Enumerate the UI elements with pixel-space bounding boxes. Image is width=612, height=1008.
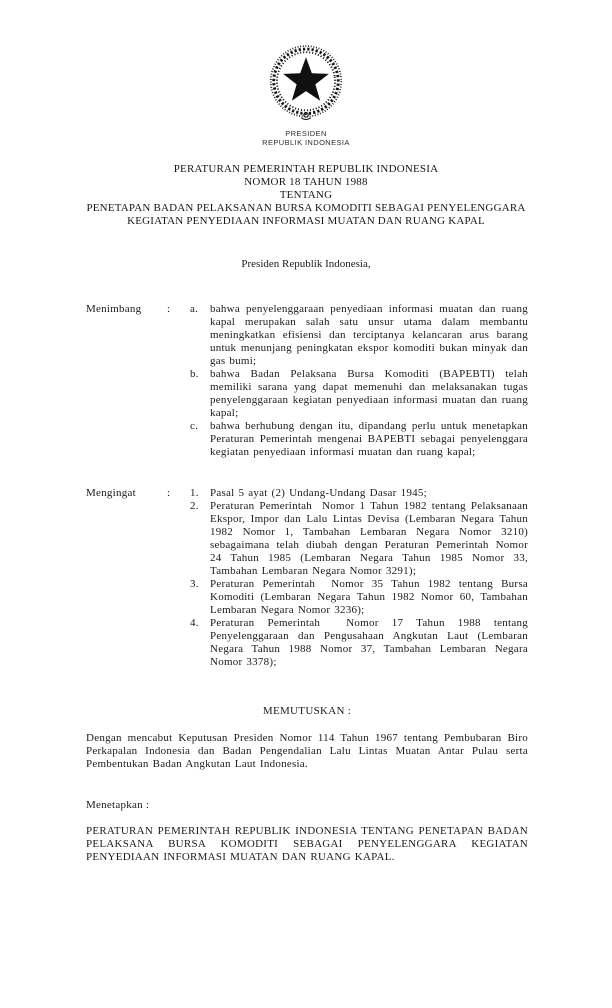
title-line-3: TENTANG: [279, 189, 333, 201]
letterhead: [0, 0, 612, 147]
mengingat-label: Mengingat: [86, 487, 136, 499]
list-marker-2: 2.: [190, 500, 199, 512]
list-item-3: Peraturan Pemerintah Nomor 35 Tahun 1982 tentang Bursa Komoditi (Lembaran Negara Tahun 1982 Nomor 60, Tambahan Lembaran Negara Nomor 3236);: [210, 578, 532, 616]
list-item-c: bahwa berhubung dengan itu, dipandang perlu untuk menetapkan Peraturan Pemerintah mengenai BAPEBTI sebagai penyelenggara kegiatan penyediaan informasi muatan dan ruang kapal;: [210, 420, 532, 458]
document-body: [0, 303, 612, 864]
list-marker-3: 3.: [190, 578, 199, 590]
revocation-paragraph: Dengan mencabut Keputusan Presiden Nomor 114 Tahun 1967 tentang Pembubaran Biro Perkapalan Indonesia dan Badan Pengendalian Lalu Lintas Muatan Antar Pulau serta Pembentukan Badan Angkutan Laut Indonesia.: [86, 732, 532, 770]
list-marker-b: b.: [190, 368, 199, 380]
title-line-5: KEGIATAN PENYEDIAAN INFORMASI MUATAN DAN RUANG KAPAL: [127, 215, 485, 227]
mengingat-section: [86, 487, 536, 669]
title-line-2: NOMOR 18 TAHUN 1988: [244, 176, 368, 188]
list-marker-a: a.: [190, 303, 199, 315]
list-item-b: bahwa Badan Pelaksana Bursa Komoditi (BAPEBTI) telah memiliki sarana yang dapat memenuhi dan melaksanakan tugas penyelenggaraan kegiatan penyediaan informasi muatan dan ruang kapal;: [210, 368, 532, 419]
presidential-seal-icon: [263, 40, 349, 126]
list-item-4: Peraturan Pemerintah Nomor 17 Tahun 1988 tentang Penyelenggaraan dan Pengusahaan Angkutan Laut (Lembaran Negara Tahun 1988 Nomor 37, Tambahan Lembaran Negara Nomor 3378);: [210, 617, 532, 668]
mengingat-colon: :: [167, 487, 171, 499]
menetapkan-label: Menetapkan :: [86, 799, 150, 811]
enacting-paragraph: PERATURAN PEMERINTAH REPUBLIK INDONESIA TENTANG PENETAPAN BADAN PELAKSANA BURSA KOMODITI SEBAGAI PENYELENGGARA KEGIATAN PENYEDIAAN INFORMASI MUATAN DAN RUANG KAPAL.: [86, 825, 532, 863]
star-icon: [283, 57, 329, 101]
org-name-line2: REPUBLIK INDONESIA: [262, 138, 350, 147]
org-name-line1: PRESIDEN: [285, 129, 327, 138]
list-item-1: Pasal 5 ayat (2) Undang-Undang Dasar 1945;: [210, 487, 427, 499]
list-marker-c: c.: [190, 420, 199, 432]
list-item-a: bahwa penyelenggaraan penyediaan informasi muatan dan ruang kapal merupakan salah satu unsur utama dalam membantu meningkatkan efisiensi dan terciptanya kelancaran arus barang untuk menunjang peningkatan ekspor komoditi bukan minyak dan gas bumi;: [210, 303, 532, 367]
title-line-1: PERATURAN PEMERINTAH REPUBLIK INDONESIA: [173, 163, 439, 175]
menimbang-colon: :: [167, 303, 171, 315]
menimbang-label: Menimbang: [86, 303, 142, 315]
memutuskan-heading: MEMUTUSKAN :: [262, 705, 352, 717]
title-line-4: PENETAPAN BADAN PELAKSANAN BURSA KOMODITI SEBAGAI PENYELENGGARA: [86, 202, 526, 214]
regulation-title: [0, 163, 612, 228]
salutation: Presiden Republik Indonesia,: [241, 258, 371, 270]
list-item-2: Peraturan Pemerintah Nomor 1 Tahun 1982 tentang Pelaksanaan Ekspor, Impor dan Lalu Lintas Devisa (Lembaran Negara Tahun 1982 Nomor 1, Tambahan Lembaran Negara Nomor 3210) sebagaimana telah diubah dengan Peraturan Pemerintah Nomor 24 Tahun 1985 (Lembaran Negara Tahun 1985 Nomor 33, Tambahan Lembaran Negara Nomor 3291);: [210, 500, 536, 577]
menimbang-section: [86, 303, 532, 459]
list-marker-4: 4.: [190, 617, 199, 629]
list-marker-1: 1.: [190, 487, 199, 499]
